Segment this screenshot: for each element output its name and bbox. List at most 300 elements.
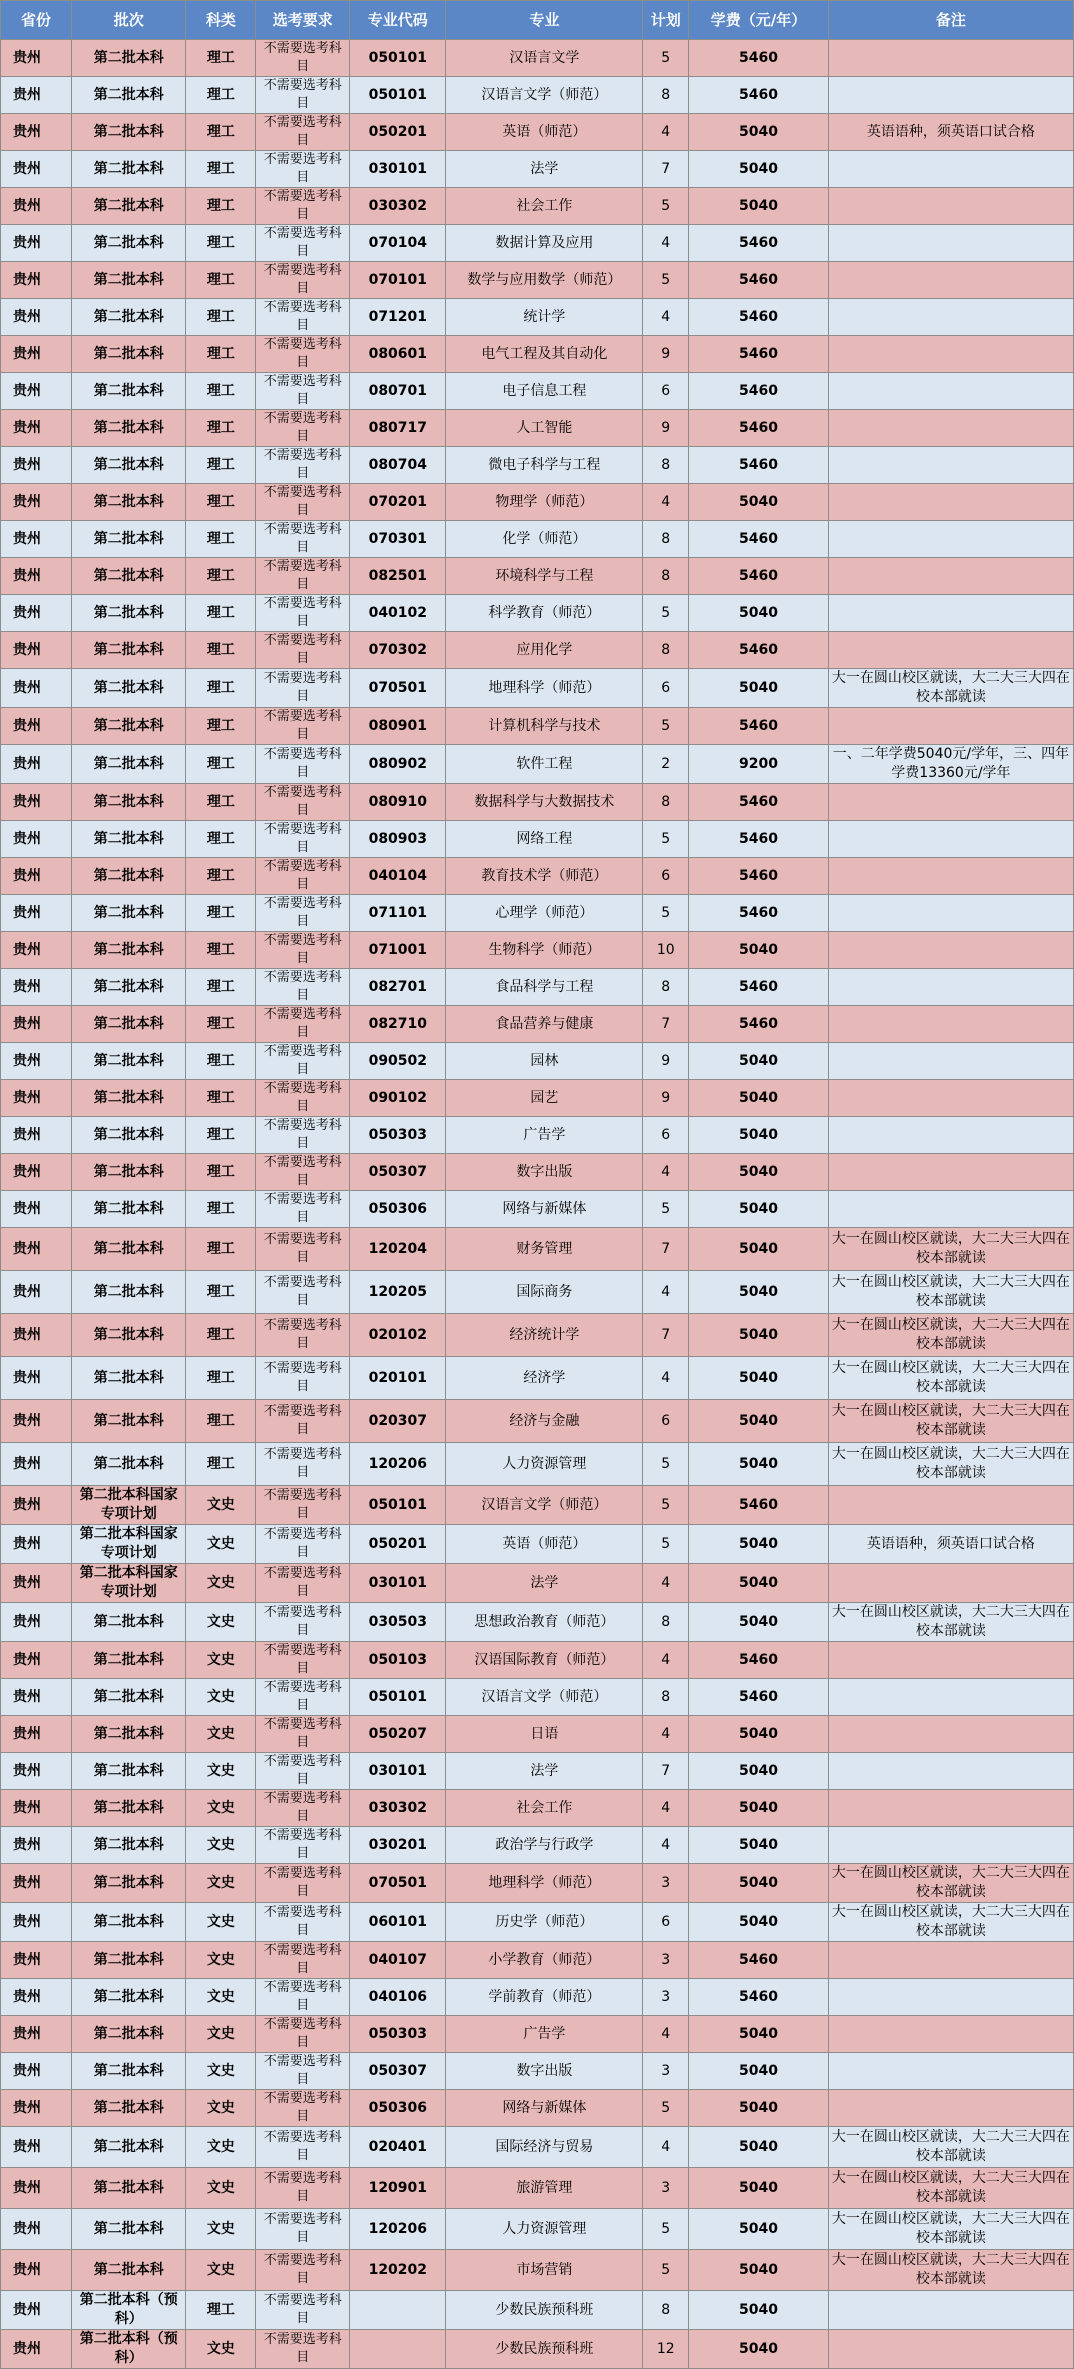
cell-category: 理工 (186, 745, 256, 784)
table-row (1, 1117, 1074, 1154)
cell-major-code: 050307 (350, 2053, 446, 2090)
cell-batch: 第二批本科 (71, 373, 186, 410)
cell-major-code: 050101 (350, 1486, 446, 1525)
cell-category: 理工 (186, 821, 256, 858)
cell-major: 园艺 (446, 1080, 643, 1117)
table-row (1, 1790, 1074, 1827)
cell-remarks: 大一在圆山校区就读，大二大三大四在校本部就读 (828, 1443, 1073, 1486)
cell-requirement: 不需要选考科目 (256, 1979, 350, 2016)
cell-batch: 第二批本科国家专项计划 (71, 1525, 186, 1564)
cell-requirement: 不需要选考科目 (256, 40, 350, 77)
cell-plan: 3 (643, 2168, 689, 2209)
cell-tuition: 5460 (689, 708, 829, 745)
cell-batch: 第二批本科 (71, 669, 186, 708)
cell-requirement: 不需要选考科目 (256, 1357, 350, 1400)
cell-major: 电气工程及其自动化 (446, 336, 643, 373)
cell-province: 贵州 (1, 784, 72, 821)
cell-category: 理工 (186, 1191, 256, 1228)
cell-requirement: 不需要选考科目 (256, 708, 350, 745)
cell-batch: 第二批本科 (71, 1942, 186, 1979)
header-category: 科类 (186, 1, 256, 40)
cell-major-code: 071001 (350, 932, 446, 969)
cell-remarks (828, 373, 1073, 410)
cell-major-code: 040106 (350, 1979, 446, 2016)
cell-requirement: 不需要选考科目 (256, 225, 350, 262)
cell-tuition: 5460 (689, 969, 829, 1006)
cell-category: 文史 (186, 1790, 256, 1827)
cell-province: 贵州 (1, 1271, 72, 1314)
cell-major-code: 020101 (350, 1357, 446, 1400)
cell-major: 财务管理 (446, 1228, 643, 1271)
cell-remarks: 英语语种，须英语口试合格 (828, 1525, 1073, 1564)
cell-batch: 第二批本科 (71, 1043, 186, 1080)
cell-province: 贵州 (1, 1117, 72, 1154)
cell-province: 贵州 (1, 932, 72, 969)
cell-province: 贵州 (1, 1228, 72, 1271)
cell-remarks: 大一在圆山校区就读，大二大三大四在校本部就读 (828, 1271, 1073, 1314)
cell-batch: 第二批本科 (71, 1357, 186, 1400)
table-row (1, 1443, 1074, 1486)
cell-requirement: 不需要选考科目 (256, 1314, 350, 1357)
cell-category: 文史 (186, 2053, 256, 2090)
cell-category: 文史 (186, 1979, 256, 2016)
cell-batch: 第二批本科 (71, 1228, 186, 1271)
cell-requirement: 不需要选考科目 (256, 784, 350, 821)
cell-major: 历史学（师范） (446, 1903, 643, 1942)
cell-plan: 9 (643, 1080, 689, 1117)
table-row (1, 858, 1074, 895)
cell-category: 文史 (186, 2016, 256, 2053)
cell-plan: 5 (643, 2090, 689, 2127)
cell-category: 文史 (186, 1525, 256, 1564)
cell-province: 贵州 (1, 1154, 72, 1191)
cell-province: 贵州 (1, 1006, 72, 1043)
cell-province: 贵州 (1, 1790, 72, 1827)
table-row (1, 299, 1074, 336)
cell-major-code: 070101 (350, 262, 446, 299)
cell-remarks (828, 1642, 1073, 1679)
cell-requirement: 不需要选考科目 (256, 1525, 350, 1564)
cell-tuition: 5040 (689, 1864, 829, 1903)
cell-tuition: 5040 (689, 595, 829, 632)
cell-category: 理工 (186, 1357, 256, 1400)
cell-province: 贵州 (1, 1564, 72, 1603)
cell-major-code: 040104 (350, 858, 446, 895)
cell-category: 理工 (186, 1043, 256, 1080)
cell-remarks (828, 969, 1073, 1006)
cell-tuition: 5460 (689, 1679, 829, 1716)
cell-major-code: 120205 (350, 1271, 446, 1314)
cell-remarks (828, 1827, 1073, 1864)
cell-major-code: 020307 (350, 1400, 446, 1443)
cell-major-code: 120901 (350, 2168, 446, 2209)
cell-tuition: 5040 (689, 1564, 829, 1603)
cell-requirement: 不需要选考科目 (256, 336, 350, 373)
cell-requirement: 不需要选考科目 (256, 669, 350, 708)
table-row (1, 40, 1074, 77)
cell-plan: 3 (643, 1979, 689, 2016)
cell-batch: 第二批本科 (71, 558, 186, 595)
cell-requirement: 不需要选考科目 (256, 745, 350, 784)
header-tuition: 学费（元/年） (689, 1, 829, 40)
cell-major-code: 070201 (350, 484, 446, 521)
cell-plan: 5 (643, 895, 689, 932)
cell-remarks: 英语语种，须英语口试合格 (828, 114, 1073, 151)
cell-province: 贵州 (1, 40, 72, 77)
cell-tuition: 5040 (689, 1191, 829, 1228)
cell-batch: 第二批本科 (71, 708, 186, 745)
cell-remarks (828, 521, 1073, 558)
cell-plan: 5 (643, 40, 689, 77)
cell-category: 理工 (186, 1117, 256, 1154)
table-row (1, 373, 1074, 410)
cell-major: 园林 (446, 1043, 643, 1080)
cell-major-code: 050201 (350, 1525, 446, 1564)
cell-province: 贵州 (1, 299, 72, 336)
table-row (1, 1564, 1074, 1603)
cell-province: 贵州 (1, 1043, 72, 1080)
cell-category: 文史 (186, 2330, 256, 2369)
cell-requirement: 不需要选考科目 (256, 969, 350, 1006)
cell-major-code: 020102 (350, 1314, 446, 1357)
table-row (1, 708, 1074, 745)
cell-province: 贵州 (1, 1679, 72, 1716)
cell-tuition: 5040 (689, 1525, 829, 1564)
cell-major-code: 040102 (350, 595, 446, 632)
cell-category: 理工 (186, 40, 256, 77)
cell-requirement: 不需要选考科目 (256, 2090, 350, 2127)
cell-remarks (828, 1006, 1073, 1043)
cell-major-code: 090502 (350, 1043, 446, 1080)
cell-tuition: 5040 (689, 484, 829, 521)
cell-tuition: 5040 (689, 1043, 829, 1080)
cell-remarks (828, 708, 1073, 745)
cell-batch: 第二批本科 (71, 2127, 186, 2168)
cell-category: 理工 (186, 858, 256, 895)
cell-tuition: 5460 (689, 1486, 829, 1525)
cell-category: 文史 (186, 1564, 256, 1603)
cell-province: 贵州 (1, 2330, 72, 2369)
cell-batch: 第二批本科 (71, 262, 186, 299)
cell-tuition: 5040 (689, 2330, 829, 2369)
cell-major-code: 070302 (350, 632, 446, 669)
cell-requirement: 不需要选考科目 (256, 1603, 350, 1642)
cell-requirement: 不需要选考科目 (256, 1753, 350, 1790)
cell-plan: 7 (643, 1314, 689, 1357)
cell-province: 贵州 (1, 77, 72, 114)
cell-remarks (828, 784, 1073, 821)
table-row (1, 745, 1074, 784)
cell-remarks: 大一在圆山校区就读，大二大三大四在校本部就读 (828, 1864, 1073, 1903)
cell-batch: 第二批本科 (71, 2053, 186, 2090)
cell-category: 文史 (186, 2090, 256, 2127)
cell-province: 贵州 (1, 1716, 72, 1753)
cell-plan: 7 (643, 151, 689, 188)
cell-tuition: 5040 (689, 2090, 829, 2127)
cell-major: 心理学（师范） (446, 895, 643, 932)
table-row (1, 595, 1074, 632)
cell-category: 文史 (186, 2168, 256, 2209)
cell-batch: 第二批本科 (71, 784, 186, 821)
cell-requirement: 不需要选考科目 (256, 1716, 350, 1753)
table-row (1, 1827, 1074, 1864)
cell-province: 贵州 (1, 669, 72, 708)
cell-major-code: 050307 (350, 1154, 446, 1191)
cell-batch: 第二批本科 (71, 2250, 186, 2291)
cell-province: 贵州 (1, 2250, 72, 2291)
cell-plan: 2 (643, 745, 689, 784)
table-row (1, 1314, 1074, 1357)
cell-tuition: 5040 (689, 151, 829, 188)
cell-major: 汉语言文学（师范） (446, 1486, 643, 1525)
table-row (1, 1191, 1074, 1228)
cell-remarks (828, 2053, 1073, 2090)
cell-major-code: 090102 (350, 1080, 446, 1117)
cell-category: 理工 (186, 447, 256, 484)
cell-tuition: 5040 (689, 2168, 829, 2209)
cell-major: 数据科学与大数据技术 (446, 784, 643, 821)
cell-tuition: 5040 (689, 1080, 829, 1117)
cell-major: 环境科学与工程 (446, 558, 643, 595)
cell-plan: 8 (643, 521, 689, 558)
cell-plan: 5 (643, 595, 689, 632)
cell-remarks: 大一在圆山校区就读，大二大三大四在校本部就读 (828, 1228, 1073, 1271)
cell-major: 广告学 (446, 2016, 643, 2053)
cell-category: 理工 (186, 969, 256, 1006)
cell-tuition: 5460 (689, 1006, 829, 1043)
cell-batch: 第二批本科 (71, 1443, 186, 1486)
cell-major-code: 040107 (350, 1942, 446, 1979)
cell-batch: 第二批本科 (71, 2168, 186, 2209)
cell-requirement: 不需要选考科目 (256, 932, 350, 969)
cell-major: 经济学 (446, 1357, 643, 1400)
cell-major: 生物科学（师范） (446, 932, 643, 969)
cell-requirement: 不需要选考科目 (256, 1191, 350, 1228)
cell-major: 经济统计学 (446, 1314, 643, 1357)
cell-remarks (828, 410, 1073, 447)
cell-plan: 5 (643, 1525, 689, 1564)
cell-tuition: 5460 (689, 447, 829, 484)
cell-batch: 第二批本科 (71, 1753, 186, 1790)
cell-requirement: 不需要选考科目 (256, 1864, 350, 1903)
cell-tuition: 5460 (689, 1979, 829, 2016)
table-row (1, 1864, 1074, 1903)
cell-province: 贵州 (1, 2127, 72, 2168)
cell-plan: 4 (643, 1827, 689, 1864)
cell-batch: 第二批本科国家专项计划 (71, 1486, 186, 1525)
cell-requirement: 不需要选考科目 (256, 188, 350, 225)
cell-tuition: 5040 (689, 2127, 829, 2168)
cell-requirement: 不需要选考科目 (256, 2168, 350, 2209)
cell-province: 贵州 (1, 1357, 72, 1400)
cell-category: 理工 (186, 1154, 256, 1191)
cell-major: 广告学 (446, 1117, 643, 1154)
header-row (1, 1, 1074, 40)
cell-plan: 6 (643, 1400, 689, 1443)
table-row (1, 895, 1074, 932)
cell-plan: 8 (643, 447, 689, 484)
cell-major-code: 080902 (350, 745, 446, 784)
cell-tuition: 5040 (689, 669, 829, 708)
cell-requirement: 不需要选考科目 (256, 821, 350, 858)
cell-major: 国际经济与贸易 (446, 2127, 643, 2168)
cell-remarks: 一、二年学费5040元/学年，三、四年学费13360元/学年 (828, 745, 1073, 784)
cell-category: 文史 (186, 1903, 256, 1942)
cell-major-code: 120206 (350, 2209, 446, 2250)
cell-remarks (828, 1679, 1073, 1716)
cell-province: 贵州 (1, 1486, 72, 1525)
cell-major: 数字出版 (446, 2053, 643, 2090)
cell-province: 贵州 (1, 708, 72, 745)
table-row (1, 1486, 1074, 1525)
table-row (1, 1400, 1074, 1443)
cell-batch: 第二批本科 (71, 821, 186, 858)
cell-major-code: 080910 (350, 784, 446, 821)
cell-province: 贵州 (1, 262, 72, 299)
table-row (1, 410, 1074, 447)
cell-major-code: 080901 (350, 708, 446, 745)
cell-plan: 4 (643, 2016, 689, 2053)
cell-category: 文史 (186, 2209, 256, 2250)
cell-major: 地理科学（师范） (446, 1864, 643, 1903)
table-row (1, 151, 1074, 188)
cell-province: 贵州 (1, 188, 72, 225)
cell-batch: 第二批本科 (71, 1827, 186, 1864)
cell-category: 理工 (186, 932, 256, 969)
table-row (1, 521, 1074, 558)
cell-province: 贵州 (1, 895, 72, 932)
cell-major: 地理科学（师范） (446, 669, 643, 708)
cell-tuition: 5460 (689, 821, 829, 858)
cell-major: 食品科学与工程 (446, 969, 643, 1006)
cell-province: 贵州 (1, 151, 72, 188)
cell-category: 文史 (186, 1679, 256, 1716)
cell-remarks (828, 2291, 1073, 2330)
cell-plan: 5 (643, 262, 689, 299)
cell-plan: 7 (643, 1753, 689, 1790)
table-row (1, 1271, 1074, 1314)
header-batch: 批次 (71, 1, 186, 40)
table-row (1, 1642, 1074, 1679)
cell-plan: 4 (643, 299, 689, 336)
cell-batch: 第二批本科国家专项计划 (71, 1564, 186, 1603)
cell-tuition: 5460 (689, 558, 829, 595)
cell-category: 理工 (186, 1006, 256, 1043)
cell-tuition: 5460 (689, 225, 829, 262)
cell-major: 政治学与行政学 (446, 1827, 643, 1864)
cell-batch: 第二批本科 (71, 1154, 186, 1191)
cell-remarks (828, 895, 1073, 932)
cell-plan: 4 (643, 1790, 689, 1827)
cell-major-code: 070301 (350, 521, 446, 558)
cell-remarks (828, 1117, 1073, 1154)
cell-remarks: 大一在圆山校区就读，大二大三大四在校本部就读 (828, 1603, 1073, 1642)
cell-category: 理工 (186, 262, 256, 299)
table-row (1, 1043, 1074, 1080)
cell-requirement: 不需要选考科目 (256, 858, 350, 895)
cell-major: 国际商务 (446, 1271, 643, 1314)
cell-plan: 5 (643, 1443, 689, 1486)
cell-batch: 第二批本科 (71, 895, 186, 932)
cell-major-code (350, 2330, 446, 2369)
cell-category: 理工 (186, 558, 256, 595)
cell-category: 理工 (186, 299, 256, 336)
cell-major-code: 030101 (350, 1564, 446, 1603)
table-row (1, 969, 1074, 1006)
cell-batch: 第二批本科 (71, 1903, 186, 1942)
cell-requirement: 不需要选考科目 (256, 2053, 350, 2090)
cell-province: 贵州 (1, 1525, 72, 1564)
cell-category: 文史 (186, 1716, 256, 1753)
cell-requirement: 不需要选考科目 (256, 1228, 350, 1271)
cell-major: 市场营销 (446, 2250, 643, 2291)
cell-tuition: 5460 (689, 858, 829, 895)
table-row (1, 484, 1074, 521)
table-body (1, 40, 1074, 2369)
cell-province: 贵州 (1, 114, 72, 151)
cell-category: 理工 (186, 784, 256, 821)
cell-requirement: 不需要选考科目 (256, 484, 350, 521)
cell-requirement: 不需要选考科目 (256, 1642, 350, 1679)
cell-batch: 第二批本科 (71, 595, 186, 632)
cell-major-code: 080903 (350, 821, 446, 858)
cell-major-code (350, 2291, 446, 2330)
cell-remarks: 大一在圆山校区就读，大二大三大四在校本部就读 (828, 1400, 1073, 1443)
cell-major: 人工智能 (446, 410, 643, 447)
cell-requirement: 不需要选考科目 (256, 1827, 350, 1864)
cell-major-code: 071201 (350, 299, 446, 336)
cell-major: 软件工程 (446, 745, 643, 784)
cell-remarks (828, 595, 1073, 632)
cell-major: 应用化学 (446, 632, 643, 669)
cell-remarks: 大一在圆山校区就读，大二大三大四在校本部就读 (828, 669, 1073, 708)
cell-requirement: 不需要选考科目 (256, 2127, 350, 2168)
cell-province: 贵州 (1, 969, 72, 1006)
table-row (1, 2168, 1074, 2209)
cell-remarks (828, 2330, 1073, 2369)
cell-category: 文史 (186, 1642, 256, 1679)
cell-major-code: 050303 (350, 1117, 446, 1154)
table-row (1, 336, 1074, 373)
cell-requirement: 不需要选考科目 (256, 447, 350, 484)
cell-tuition: 5040 (689, 1117, 829, 1154)
cell-major: 法学 (446, 1753, 643, 1790)
table-row (1, 77, 1074, 114)
table-row (1, 2209, 1074, 2250)
cell-requirement: 不需要选考科目 (256, 1564, 350, 1603)
cell-requirement: 不需要选考科目 (256, 521, 350, 558)
cell-requirement: 不需要选考科目 (256, 1154, 350, 1191)
cell-plan: 6 (643, 1117, 689, 1154)
cell-batch: 第二批本科 (71, 114, 186, 151)
cell-category: 理工 (186, 708, 256, 745)
table-row (1, 2330, 1074, 2369)
cell-batch: 第二批本科 (71, 969, 186, 1006)
cell-tuition: 5040 (689, 932, 829, 969)
cell-plan: 6 (643, 858, 689, 895)
cell-batch: 第二批本科（预科） (71, 2330, 186, 2369)
cell-plan: 8 (643, 558, 689, 595)
cell-tuition: 5040 (689, 2209, 829, 2250)
cell-major-code: 120204 (350, 1228, 446, 1271)
cell-requirement: 不需要选考科目 (256, 1679, 350, 1716)
cell-batch: 第二批本科 (71, 336, 186, 373)
cell-major: 日语 (446, 1716, 643, 1753)
table-row (1, 1679, 1074, 1716)
cell-requirement: 不需要选考科目 (256, 1271, 350, 1314)
cell-major-code: 030503 (350, 1603, 446, 1642)
table-row (1, 2053, 1074, 2090)
